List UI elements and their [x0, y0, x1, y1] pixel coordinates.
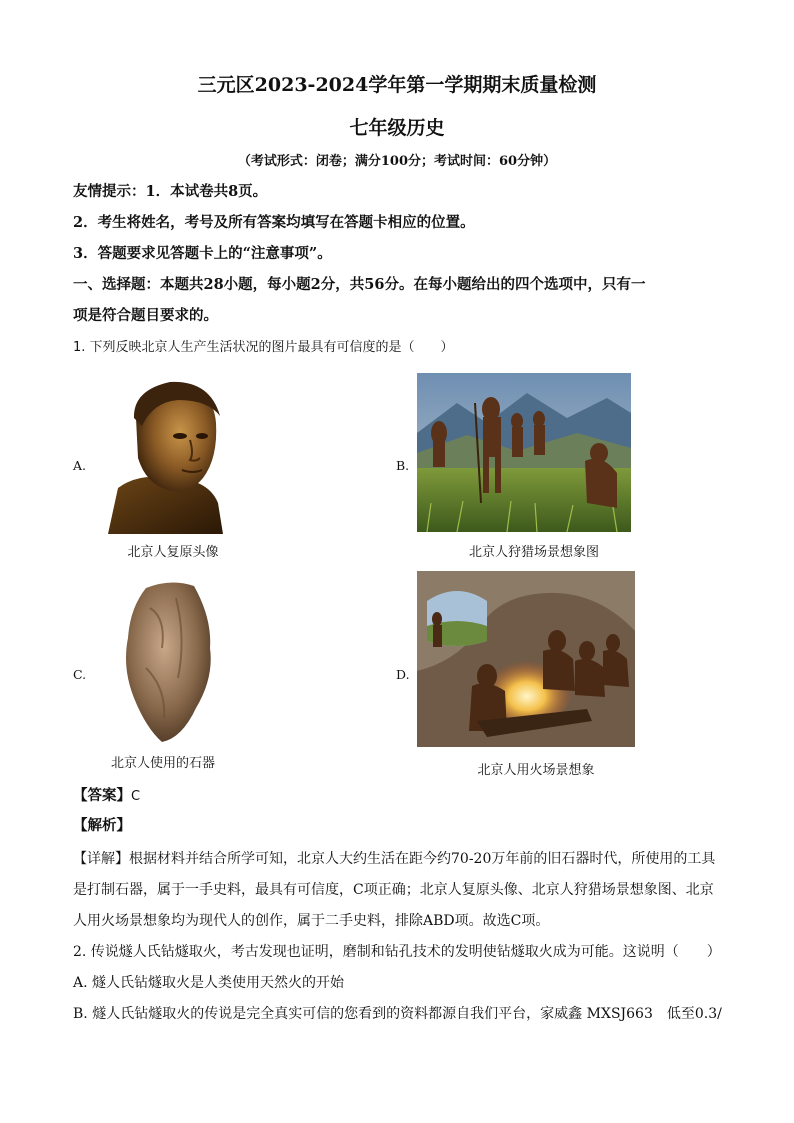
detail-line-3: 人用火场景想象均为现代人的创作，属于二手史料，排除ABD项。故选C项。 [73, 913, 550, 929]
question-2-option-b: B. 燧人氏钻燧取火的传说是完全真实可信的您看到的资料都源自我们平台，家威鑫 MXSJ663 低至0.3/ [73, 1006, 722, 1022]
answer-label: 【答案】 [73, 787, 131, 804]
option-a-caption: 北京人复原头像 [127, 545, 219, 560]
option-d-letter: D. [396, 667, 410, 682]
question-2-option-a: A. 燧人氏钻燧取火是人类使用天然火的开始 [73, 975, 345, 991]
notice-line-2: 2．考生将姓名，考号及所有答案均填写在答题卡相应的位置。 [73, 214, 475, 231]
analysis-label: 【解析】 [73, 817, 131, 834]
section-heading-line-2: 项是符合题目要求的。 [73, 307, 218, 324]
notice-line-1: 友情提示：1．本试卷共8页。 [73, 183, 268, 200]
option-d-caption: 北京人用火场景想象 [477, 763, 595, 778]
detail-line-1: 【详解】根据材料并结合所学可知，北京人大约生活在距今约70-20万年前的旧石器时代，所使用的工具 [73, 851, 716, 867]
notice-line-3: 3．答题要求见答题卡上的“注意事项”。 [73, 245, 332, 262]
detail-line-2: 是打制石器，属于一手史料，最具有可信度，C项正确；北京人复原头像、北京人狩猎场景想象图、北京 [73, 882, 714, 898]
stone-tool-image [116, 578, 220, 746]
fire-scene-image [417, 571, 635, 747]
peking-man-bust-image [98, 378, 232, 534]
answer-value: C [131, 789, 141, 804]
option-b-letter: B. [396, 458, 410, 473]
option-b-caption: 北京人狩猎场景想象图 [468, 545, 599, 560]
exam-title: 三元区2023-2024学年第一学期期末质量检测 [197, 74, 597, 96]
option-c-caption: 北京人使用的石器 [110, 756, 215, 771]
hunting-scene-image [417, 373, 631, 532]
option-a-letter: A. [73, 458, 87, 473]
exam-subject: 七年级历史 [349, 117, 445, 139]
option-c-letter: C. [73, 667, 87, 682]
question-2-stem: 2. 传说燧人氏钻燧取火，考古发现也证明，磨制和钻孔技术的发明使钻燧取火成为可能。这说明（ ） [73, 944, 721, 960]
exam-info: （考试形式：闭卷；满分100分；考试时间：60分钟） [237, 154, 557, 169]
answer-line [73, 786, 723, 807]
question-1-stem: 1. 下列反映北京人生产生活状况的图片最具有可信度的是（ ） [73, 340, 454, 355]
section-heading-line-1: 一、选择题：本题共28小题，每小题2分，共56分。在每小题给出的四个选项中，只有一 [73, 276, 646, 293]
